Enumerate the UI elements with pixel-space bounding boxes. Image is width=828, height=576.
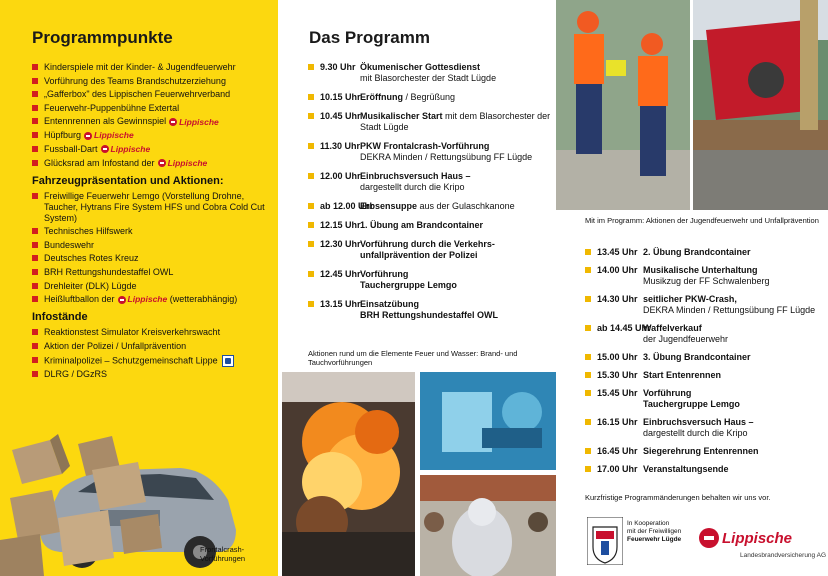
lippische-logo: Lippische xyxy=(699,528,792,548)
list-item xyxy=(32,62,268,73)
list-item xyxy=(32,89,268,100)
schedule-description: Veranstaltungsende xyxy=(643,464,729,474)
schedule-row xyxy=(308,269,552,291)
programm-schedule-continued xyxy=(585,247,825,482)
right-panel xyxy=(556,0,828,576)
schedule-time: 11.30 Uhr xyxy=(320,141,361,151)
middle-photo-caption: Aktionen rund um die Elemente Feuer und Wasser: Brand- und Tauchvorführungen xyxy=(308,349,518,367)
schedule-description: seitlicher PKW-Crash, DEKRA Minden / Rettungsübung FF Lügde xyxy=(643,294,816,315)
bullet-icon xyxy=(32,269,38,275)
schedule-row xyxy=(585,352,825,363)
schedule-time: ab 12.00 Uhr xyxy=(320,201,374,211)
schedule-description: Einbruchsversuch Haus – dargestellt durch die Kripo xyxy=(360,171,471,192)
schutzgemeinschaft-icon xyxy=(222,355,234,367)
bullet-icon xyxy=(585,466,591,472)
bullet-icon xyxy=(32,357,38,363)
schedule-row xyxy=(308,171,552,193)
list-item xyxy=(32,226,268,237)
bullet-icon xyxy=(32,91,38,97)
schedule-row xyxy=(585,370,825,381)
bullet-icon xyxy=(585,354,591,360)
bullet-icon xyxy=(585,296,591,302)
lippische-logo-icon xyxy=(699,528,719,548)
programm-title: Das Programm xyxy=(309,28,430,47)
bullet-icon xyxy=(32,296,38,302)
bullet-icon xyxy=(308,113,314,119)
bullet-icon xyxy=(308,271,314,277)
list-item-text: Glücksrad am Infostand der xyxy=(44,157,155,168)
infostaende-heading: Infostände xyxy=(32,311,88,324)
schedule-description: Start Entenrennen xyxy=(643,370,722,380)
bullet-icon xyxy=(585,390,591,396)
schedule-time: 12.15 Uhr xyxy=(320,220,361,230)
list-item-text: Kriminalpolizei – Schutzgemeinschaft Lippe xyxy=(44,354,218,365)
programm-schedule xyxy=(308,62,552,329)
list-item xyxy=(32,144,268,155)
bullet-icon xyxy=(32,228,38,234)
left-panel xyxy=(0,0,278,576)
middle-panel xyxy=(282,0,556,576)
schedule-row xyxy=(585,464,825,475)
list-item-text: Drehleiter (DLK) Lügde xyxy=(44,280,137,291)
list-item xyxy=(32,294,268,305)
list-item xyxy=(32,369,268,380)
bullet-icon xyxy=(32,160,38,166)
schedule-time: 12.30 Uhr xyxy=(320,239,361,249)
schedule-description: 3. Übung Brandcontainer xyxy=(643,352,751,362)
schedule-description: Ökumenischer Gottesdienst mit Blasorchester der Stadt Lügde xyxy=(360,62,497,83)
schedule-row xyxy=(308,62,552,84)
bullet-icon xyxy=(585,372,591,378)
lippische-icon xyxy=(101,145,109,153)
lippische-icon xyxy=(158,159,166,167)
schedule-row xyxy=(308,92,552,103)
lippische-badge: Lippische xyxy=(169,117,219,128)
bullet-icon xyxy=(32,193,38,199)
bullet-icon xyxy=(32,64,38,70)
list-item-text: Fussball-Dart xyxy=(44,143,98,154)
list-item xyxy=(32,355,268,367)
bullet-icon xyxy=(585,419,591,425)
lippische-badge: Lippische xyxy=(84,130,134,141)
schedule-row xyxy=(585,265,825,287)
schedule-time: 13.15 Uhr xyxy=(320,299,361,309)
crash-caption: Frontalcrash- Vorführungen xyxy=(200,545,246,563)
right-photo-caption: Mit im Programm: Aktionen der Jugendfeuerwehr und Unfallprävention xyxy=(585,216,819,225)
list-item xyxy=(32,267,268,278)
bullet-icon xyxy=(308,241,314,247)
bullet-icon xyxy=(32,242,38,248)
list-item-suffix: (wetterabhängig) xyxy=(167,294,238,305)
schedule-row xyxy=(308,299,552,321)
cooperation-text: In Kooperation mit der Freiwilligen Feuerwehr Lügde xyxy=(627,520,682,543)
schedule-time: 12.00 Uhr xyxy=(320,171,361,181)
list-item xyxy=(32,158,268,169)
bullet-icon xyxy=(32,343,38,349)
schedule-time: 15.30 Uhr xyxy=(597,370,638,380)
lippische-icon xyxy=(169,118,177,126)
lippische-icon xyxy=(84,132,92,140)
lippische-badge: Lippische xyxy=(118,294,168,305)
schedule-time: 10.45 Uhr xyxy=(320,111,361,121)
list-item xyxy=(32,253,268,264)
list-item-text: Heißluftballon der xyxy=(44,294,115,305)
bullet-icon xyxy=(32,105,38,111)
bullet-icon xyxy=(308,64,314,70)
schedule-description: PKW Frontalcrash-Vorführung DEKRA Minden / Rettungsübung FF Lügde xyxy=(360,141,533,162)
schedule-description: Einsatzübung BRH Rettungshundestaffel OWL xyxy=(360,299,498,320)
list-item xyxy=(32,191,268,224)
schedule-description: Vorführung Tauchergruppe Lemgo xyxy=(643,388,740,409)
list-item-text: Bundeswehr xyxy=(44,239,95,250)
list-item-text: Reaktionstest Simulator Kreisverkehrswacht xyxy=(44,327,221,338)
list-item-text: Entennrennen als Gewinnspiel xyxy=(44,116,167,127)
schedule-row xyxy=(585,417,825,439)
schedule-row xyxy=(585,294,825,316)
bullet-icon xyxy=(32,146,38,152)
coat-of-arms-icon xyxy=(587,517,623,565)
list-item xyxy=(32,341,268,352)
schedule-time: 16.45 Uhr xyxy=(597,446,638,456)
bullet-icon xyxy=(32,329,38,335)
programmpunkte-list xyxy=(32,62,268,383)
schedule-description: Musikalische Unterhaltung Musikzug der FF Schwalenberg xyxy=(643,265,770,286)
schedule-description: Musikalischer Start mit dem Blasorchester der Stadt Lügde xyxy=(360,111,551,132)
bullet-icon xyxy=(32,255,38,261)
lippische-subtitle: Landesbrandversicherung AG xyxy=(740,552,827,559)
bullet-icon xyxy=(32,78,38,84)
schedule-description: Erbsensuppe aus der Gulaschkanone xyxy=(360,201,515,211)
schedule-time: 14.30 Uhr xyxy=(597,294,638,304)
list-item-text: Feuerwehr-Puppenbühne Extertal xyxy=(44,102,180,113)
programmpunkte-title: Programmpunkte xyxy=(32,28,173,47)
list-item xyxy=(32,103,268,114)
schedule-row xyxy=(308,201,552,212)
list-item-text: Technisches Hilfswerk xyxy=(44,226,133,237)
schedule-row xyxy=(585,446,825,457)
schedule-time: ab 14.45 Uhr xyxy=(597,323,651,333)
schedule-time: 14.00 Uhr xyxy=(597,265,638,275)
schedule-description: Vorführung Tauchergruppe Lemgo xyxy=(360,269,457,290)
schedule-time: 10.15 Uhr xyxy=(320,92,361,102)
schedule-description: Vorführung durch die Verkehrs-unfallprävention der Polizei xyxy=(360,239,495,260)
bullet-icon xyxy=(585,267,591,273)
schedule-row xyxy=(585,247,825,258)
youth-fire-photos xyxy=(556,0,828,210)
schedule-time: 15.00 Uhr xyxy=(597,352,638,362)
bullet-icon xyxy=(308,203,314,209)
list-item xyxy=(32,76,268,87)
fahrzeug-heading: Fahrzeugpräsentation und Aktionen: xyxy=(32,174,224,187)
list-item-text: Hüpfburg xyxy=(44,130,82,141)
list-item-text: Freiwillige Feuerwehr Lemgo (Vorstellung Drohne, Taucher, Hytrans Fire System HFS und Cobra Cold Cut System) xyxy=(44,190,265,223)
fire-water-photos xyxy=(282,372,556,576)
schedule-description: Siegerehrung Entenrennen xyxy=(643,446,759,456)
list-item-text: BRH Rettungshundestaffel OWL xyxy=(44,267,174,278)
bullet-icon xyxy=(308,173,314,179)
bullet-icon xyxy=(32,132,38,138)
schedule-description: Waffelverkauf der Jugendfeuerwehr xyxy=(643,323,729,344)
schedule-row xyxy=(585,388,825,410)
list-item-text: Deutsches Rotes Kreuz xyxy=(44,253,139,264)
bullet-icon xyxy=(32,118,38,124)
schedule-row xyxy=(308,141,552,163)
bullet-icon xyxy=(32,371,38,377)
schedule-description: 1. Übung am Brandcontainer xyxy=(360,220,484,230)
schedule-time: 9.30 Uhr xyxy=(320,62,356,72)
change-note: Kurzfristige Programmänderungen behalten wir uns vor. xyxy=(585,493,771,502)
schedule-time: 12.45 Uhr xyxy=(320,269,361,279)
schedule-row xyxy=(308,111,552,133)
bullet-icon xyxy=(585,448,591,454)
bullet-icon xyxy=(308,94,314,100)
bullet-icon xyxy=(585,249,591,255)
list-item xyxy=(32,240,268,251)
schedule-time: 13.45 Uhr xyxy=(597,247,638,257)
bullet-icon xyxy=(308,143,314,149)
schedule-description: Eröffnung / Begrüßung xyxy=(360,92,456,102)
lippische-icon xyxy=(118,296,126,304)
bullet-icon xyxy=(585,325,591,331)
schedule-row xyxy=(308,239,552,261)
list-item-text: Vorführung des Teams Brandschutzerziehung xyxy=(44,75,226,86)
schedule-time: 16.15 Uhr xyxy=(597,417,638,427)
schedule-time: 15.45 Uhr xyxy=(597,388,638,398)
bullet-icon xyxy=(308,222,314,228)
lippische-badge: Lippische xyxy=(101,144,151,155)
list-item-text: Aktion der Polizei / Unfallprävention xyxy=(44,340,187,351)
list-item-text: Kinderspiele mit der Kinder- & Jugendfeuerwehr xyxy=(44,62,236,72)
list-item xyxy=(32,130,268,141)
list-item xyxy=(32,116,268,127)
lippische-badge: Lippische xyxy=(158,158,208,169)
sponsor-logos xyxy=(585,514,828,570)
list-item-text: DLRG / DGzRS xyxy=(44,369,108,380)
schedule-row xyxy=(585,323,825,345)
schedule-description: 2. Übung Brandcontainer xyxy=(643,247,751,257)
list-item xyxy=(32,281,268,292)
bullet-icon xyxy=(308,301,314,307)
list-item xyxy=(32,327,268,338)
list-item-text: „Gafferbox" des Lippischen Feuerwehrverband xyxy=(44,89,231,100)
schedule-row xyxy=(308,220,552,231)
schedule-time: 17.00 Uhr xyxy=(597,464,638,474)
bullet-icon xyxy=(32,283,38,289)
schedule-description: Einbruchsversuch Haus – dargestellt durch die Kripo xyxy=(643,417,754,438)
